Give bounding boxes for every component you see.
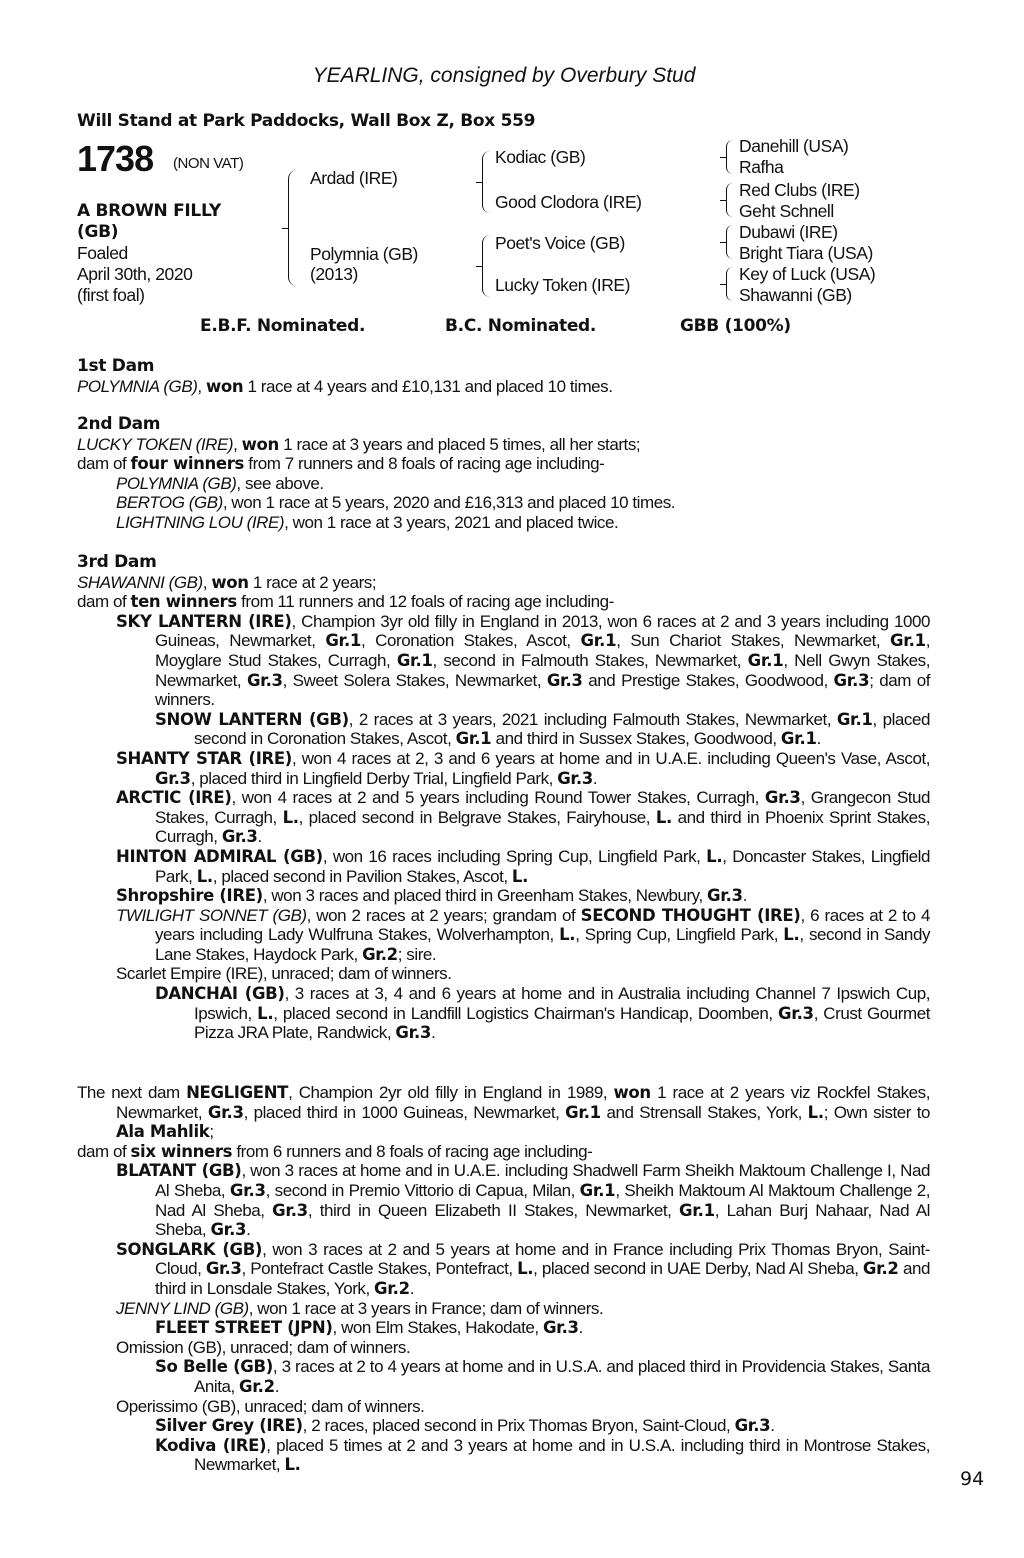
horse-description: A BROWN FILLY	[77, 201, 221, 221]
section-heading: 2nd Dam	[77, 414, 161, 434]
text: , placed 5 times at 2 and 3 years at home and in U.S.A. including third in Montrose Stakes, Newmarket,	[194, 1435, 930, 1475]
text: and Strensall Stakes, York,	[600, 1102, 808, 1122]
ancestor: Rafha	[739, 157, 784, 177]
text: .	[431, 1023, 436, 1043]
text: 1 race at 4 years and £10,131 and placed 10 times.	[243, 376, 613, 396]
bold-text: Gr.1	[780, 729, 817, 749]
text: .	[770, 1416, 775, 1436]
ebf-nomination: E.B.F. Nominated.	[200, 316, 366, 336]
text: , won 3 races at home and in U.A.E. including Shadwell Farm Sheikh Maktoum Challenge I, Nad Al Sheba,	[155, 1161, 930, 1200]
italic-text: TWILIGHT SONNET (GB)	[116, 905, 307, 925]
text: dam of	[77, 592, 131, 612]
pedigree-entry	[77, 435, 930, 455]
text: and third in Sussex Stakes, Goodwood,	[491, 729, 781, 749]
page-title: YEARLING, consigned by Overbury Stud	[312, 64, 696, 87]
dam-brace	[482, 235, 490, 297]
text: , Champion 2yr old filly in England in 1989,	[288, 1083, 614, 1102]
pedigree-entry	[77, 493, 930, 513]
text: ; dam of winners.	[155, 670, 931, 710]
bold-text: won	[211, 572, 249, 592]
text: , 3 races at 2 to 4 years at home and in U.S.A. and placed third in Providencia Stakes, Santa Anita,	[194, 1357, 930, 1396]
text: , Moyglare Stud Stakes, Curragh,	[155, 631, 930, 670]
stand-location: Will Stand at Park Paddocks, Wall Box Z, Box 559	[77, 111, 536, 131]
pedigree-entry	[77, 886, 930, 906]
text: , Champion 3yr old filly in England in 2013, won 6 races at 2 and 3 years including 1000 Guineas, Newmarket,	[155, 611, 930, 651]
bold-text: L.	[783, 925, 800, 945]
g3-brace	[726, 267, 733, 301]
bold-text: SONGLARK (GB)	[116, 1239, 263, 1259]
text: , Pontefract Castle Stakes, Pontefract,	[241, 1259, 518, 1279]
text: .	[274, 1376, 280, 1396]
bold-text: Gr.3	[229, 1180, 266, 1200]
pedigree-entry	[77, 1240, 930, 1299]
text: , won 3 races at 2 and 5 years at home and in France including Prix Thomas Bryon, Saint-Cloud,	[155, 1239, 930, 1279]
text: .	[742, 886, 747, 906]
section-heading: 1st Dam	[77, 356, 155, 376]
bold-text: L.	[706, 846, 723, 866]
text: .	[257, 827, 262, 847]
pedigree-entry	[77, 1338, 930, 1358]
text: , won 16 races including Spring Cup, Lingfield Park,	[322, 846, 707, 866]
text: and third in Lonsdale Stakes, York,	[155, 1259, 930, 1298]
pedigree-entry	[77, 788, 930, 847]
bold-text: HINTON ADMIRAL (GB)	[116, 846, 323, 866]
bold-text: L.	[517, 1259, 534, 1279]
bold-text: Gr.1	[579, 1180, 616, 1200]
gbb-status: GBB (100%)	[680, 316, 791, 336]
text: , won 4 races at 2, 3 and 6 years at home and in U.A.E. including Queen's Vase, Ascot,	[291, 748, 930, 768]
pedigree-entry	[77, 592, 930, 612]
text: ; Own sister to	[823, 1102, 930, 1122]
bold-text: SECOND THOUGHT (IRE)	[580, 905, 801, 925]
pedigree-entry	[77, 1436, 930, 1475]
foaled-date: April 30th, 2020	[77, 264, 193, 284]
bold-text: Gr.3	[546, 670, 583, 690]
italic-text: LIGHTNING LOU (IRE)	[116, 512, 285, 532]
pedigree-entry	[77, 573, 930, 593]
pedigree-entry	[77, 1318, 930, 1338]
dam: Polymnia (GB)	[310, 244, 418, 264]
bold-text: Gr.3	[734, 1416, 771, 1436]
section-third-dam	[77, 553, 930, 1043]
pedigree-entry	[77, 749, 930, 788]
pedigree-entry	[77, 710, 930, 749]
bold-text: Gr.2	[239, 1376, 275, 1396]
text: , second in Falmouth Stakes, Newmarket,	[432, 650, 748, 670]
bold-text: Gr.1	[747, 650, 784, 670]
text: dam of	[77, 454, 131, 474]
pedigree-entry	[77, 984, 930, 1043]
bold-text: Gr.3	[207, 1102, 244, 1122]
pedigree-entry	[77, 474, 930, 494]
bold-text: NEGLIGENT	[186, 1083, 289, 1102]
pedigree-entry	[77, 454, 930, 474]
text: , won Elm Stakes, Hakodate,	[332, 1318, 543, 1338]
ancestor: Red Clubs (IRE)	[739, 180, 860, 200]
pedigree-entry	[77, 906, 930, 965]
text: .	[578, 1318, 583, 1338]
text: , Spring Cup, Lingfield Park,	[575, 925, 784, 945]
bold-text: Gr.3	[764, 788, 801, 808]
text: , Coronation Stakes, Ascot,	[361, 631, 581, 651]
pedigree-entry	[77, 513, 930, 533]
text: , Lahan Burj Nahaar, Nad Al Sheba,	[155, 1200, 930, 1240]
horse-origin: (GB)	[77, 222, 119, 242]
text: ,	[202, 572, 212, 592]
text: , placed second in Pavilion Stakes, Ascot,	[212, 866, 512, 886]
bold-text: Shropshire (IRE)	[116, 886, 263, 906]
section-second-dam	[77, 415, 930, 533]
sire-dam: Good Clodora (IRE)	[495, 192, 642, 212]
text: , placed third in 1000 Guineas, Newmarket,	[243, 1102, 566, 1122]
pedigree-entry	[77, 612, 930, 710]
text: , won 4 races at 2 and 5 years including Round Tower Stakes, Curragh,	[231, 788, 765, 808]
bold-text: SNOW LANTERN (GB)	[155, 709, 349, 729]
bold-text: L.	[284, 1455, 301, 1475]
pedigree-entry	[77, 1142, 930, 1162]
text: , 2 races, placed second in Prix Thomas Bryon, Saint-Cloud,	[302, 1416, 735, 1436]
bold-text: SKY LANTERN (IRE)	[116, 611, 292, 631]
pedigree-entry	[77, 847, 930, 886]
pedigree-brace	[288, 170, 297, 286]
text: 1 race at 3 years and placed 5 times, all her starts;	[278, 434, 641, 454]
text: , won 3 races and placed third in Greenham Stakes, Newbury,	[262, 886, 708, 906]
dam-year: (2013)	[310, 264, 358, 284]
foal-note: (first foal)	[77, 285, 145, 305]
text: , placed third in Lingfield Derby Trial, Lingfield Park,	[190, 768, 558, 788]
text: , placed second in Coronation Stakes, Ascot,	[194, 709, 930, 749]
ancestor: Shawanni (GB)	[739, 285, 852, 305]
g3-brace	[726, 225, 733, 259]
text: , second in Premio Vittorio di Capua, Milan,	[265, 1180, 580, 1200]
pedigree-entry	[77, 1397, 930, 1417]
text: Scarlet Empire (IRE), unraced; dam of winners.	[116, 964, 452, 984]
bold-text: Gr.3	[246, 670, 283, 690]
bold-text: Gr.2	[374, 1278, 410, 1298]
section-first-dam	[77, 357, 930, 396]
bold-text: Gr.1	[396, 650, 433, 670]
bold-text: Gr.1	[679, 1200, 715, 1220]
bold-text: SHANTY STAR (IRE)	[116, 748, 292, 768]
bold-text: Gr.3	[210, 1220, 247, 1240]
text: , placed second in UAE Derby, Nad Al Sheba,	[533, 1259, 863, 1279]
bold-text: L.	[559, 925, 576, 945]
pedigree-entry	[77, 1299, 930, 1319]
text: 1 race at 2 years;	[248, 572, 377, 592]
dam-sire: Poet's Voice (GB)	[495, 233, 625, 253]
italic-text: LUCKY TOKEN (IRE)	[77, 434, 234, 454]
sire-sire: Kodiac (GB)	[495, 147, 586, 167]
bold-text: won	[241, 434, 279, 454]
text: .	[246, 1220, 251, 1240]
text: , Grangecon Stud Stakes, Curragh,	[155, 788, 930, 827]
bc-nomination: B.C. Nominated.	[445, 316, 597, 336]
bold-text: Gr.2	[362, 944, 398, 964]
bold-text: Gr.3	[557, 768, 593, 788]
bold-text: Gr.3	[221, 827, 258, 847]
text: , won 1 race at 3 years in France; dam of winners.	[248, 1298, 604, 1318]
italic-text: BERTOG (GB)	[116, 493, 223, 513]
bold-text: L.	[511, 866, 529, 886]
ancestor: Geht Schnell	[739, 201, 834, 221]
italic-text: JENNY LIND (GB)	[116, 1298, 249, 1318]
text: , see above.	[236, 473, 324, 493]
text: .	[592, 768, 598, 788]
text: , won 1 race at 3 years, 2021 and placed twice.	[284, 512, 619, 532]
bold-text: Gr.3	[155, 768, 191, 788]
text: , Sun Chariot Stakes, Newmarket,	[616, 631, 891, 651]
page-number: 94	[960, 1468, 985, 1490]
text: Omission (GB), unraced; dam of winners.	[116, 1337, 411, 1357]
text: 1 race at 2 years viz Rockfel Stakes, Newmarket,	[116, 1083, 930, 1122]
pedigree-entry	[77, 1357, 930, 1396]
ancestor: Bright Tiara (USA)	[739, 243, 873, 263]
bold-text: Gr.1	[325, 631, 362, 651]
pedigree-entry	[77, 964, 930, 984]
bold-text: Gr.3	[542, 1318, 579, 1338]
dam-dam: Lucky Token (IRE)	[495, 275, 630, 295]
sire-brace	[482, 151, 490, 213]
bold-text: won	[613, 1083, 651, 1102]
bold-text: L.	[282, 807, 299, 827]
bold-text: Gr.1	[565, 1102, 601, 1122]
bold-text: Gr.2	[862, 1259, 899, 1279]
bold-text: Gr.1	[455, 729, 492, 749]
italic-text: SHAWANNI (GB)	[77, 572, 203, 592]
text: Operissimo (GB), unraced; dam of winners.	[116, 1396, 425, 1416]
text: , Sweet Solera Stakes, Newmarket,	[282, 670, 547, 690]
section-heading: 3rd Dam	[77, 552, 157, 572]
text: , third in Queen Elizabeth II Stakes, Newmarket,	[307, 1200, 680, 1220]
text: from 7 runners and 8 foals of racing age including-	[244, 454, 605, 474]
bold-text: six winners	[130, 1141, 233, 1161]
text: , 2 races at 3 years, 2021 including Falmouth Stakes, Newmarket,	[348, 709, 837, 729]
text: , second in Sandy Lane Stakes, Haydock Park,	[155, 925, 930, 964]
bold-text: won	[205, 376, 244, 396]
text: , won 2 races at 2 years; grandam of	[306, 905, 581, 925]
pedigree-entry	[77, 1161, 930, 1239]
bold-text: Silver Grey (IRE)	[155, 1416, 303, 1436]
bold-text: Gr.1	[836, 709, 873, 729]
g3-brace	[726, 183, 733, 217]
text: ; sire.	[397, 944, 437, 964]
text: , 6 races at 2 to 4 years including Lady Wulfruna Stakes, Wolverhampton,	[155, 905, 930, 945]
g3-brace	[726, 140, 733, 174]
section-next-dam	[77, 1083, 930, 1475]
text: from 6 runners and 8 foals of racing age including-	[232, 1141, 593, 1161]
text: ;	[209, 1122, 214, 1142]
text: , won 1 race at 5 years, 2020 and £16,313 and placed 10 times.	[222, 493, 676, 513]
bold-text: L.	[655, 807, 672, 827]
bold-text: BLATANT (GB)	[116, 1161, 242, 1181]
pedigree-entry	[77, 377, 930, 397]
text: The next dam	[77, 1083, 187, 1102]
text: , Doncaster Stakes, Lingfield Park,	[155, 846, 930, 886]
bold-text: FLEET STREET (JPN)	[155, 1318, 333, 1338]
bold-text: L.	[257, 1003, 274, 1023]
lot-number: 1738	[77, 138, 154, 179]
ancestor: Danehill (USA)	[739, 136, 849, 156]
text: dam of	[77, 1141, 131, 1161]
text: .	[816, 729, 821, 749]
text: .	[409, 1278, 414, 1298]
bold-text: Gr.3	[707, 886, 743, 906]
pedigree-entry	[77, 1416, 930, 1436]
text: , placed second in Landfill Logistics Chairman's Handicap, Doomben,	[273, 1003, 779, 1023]
bold-text: L.	[196, 866, 213, 886]
bold-text: ten winners	[130, 592, 237, 612]
ancestor: Key of Luck (USA)	[739, 264, 876, 284]
bold-text: Gr.3	[272, 1200, 308, 1220]
sire: Ardad (IRE)	[310, 168, 398, 188]
ancestor: Dubawi (IRE)	[739, 222, 838, 242]
pedigree-entry	[77, 1083, 930, 1142]
bold-text: Kodiva (IRE)	[155, 1435, 267, 1455]
text: , 3 races at 3, 4 and 6 years at home and in Australia including Channel 7 Ipswich Cup, Ipswich,	[194, 984, 930, 1023]
text: and third in Phoenix Sprint Stakes, Curragh,	[155, 807, 930, 847]
text: , Crust Gourmet Pizza JRA Plate, Randwick,	[194, 1003, 930, 1043]
bold-text: Gr.3	[778, 1003, 814, 1023]
italic-text: POLYMNIA (GB)	[116, 473, 237, 493]
bold-text: Gr.1	[580, 631, 617, 651]
bold-text: Gr.1	[890, 631, 926, 651]
text: and Prestige Stakes, Goodwood,	[582, 670, 834, 690]
text: , placed second in Belgrave Stakes, Fairyhouse,	[298, 807, 656, 827]
foaled-label: Foaled	[77, 243, 128, 263]
bold-text: Gr.3	[833, 670, 870, 690]
text: ,	[197, 376, 206, 396]
bold-text: So Belle (GB)	[155, 1357, 273, 1377]
bold-text: Gr.3	[205, 1259, 242, 1279]
text: from 11 runners and 12 foals of racing age including-	[236, 592, 614, 612]
text: ,	[233, 434, 242, 454]
bold-text: Gr.3	[395, 1023, 432, 1043]
bold-text: four winners	[130, 454, 245, 474]
italic-text: POLYMNIA (GB)	[77, 376, 198, 396]
bold-text: Ala Mahlik	[116, 1122, 210, 1142]
text: , Nell Gwyn Stakes, Newmarket,	[155, 650, 931, 690]
vat-status: (NON VAT)	[173, 155, 244, 172]
bold-text: L.	[807, 1102, 824, 1122]
bold-text: DANCHAI (GB)	[155, 984, 285, 1004]
text: , Sheikh Maktoum Al Maktoum Challenge 2, Nad Al Sheba,	[155, 1180, 931, 1220]
bold-text: ARCTIC (IRE)	[116, 788, 232, 808]
